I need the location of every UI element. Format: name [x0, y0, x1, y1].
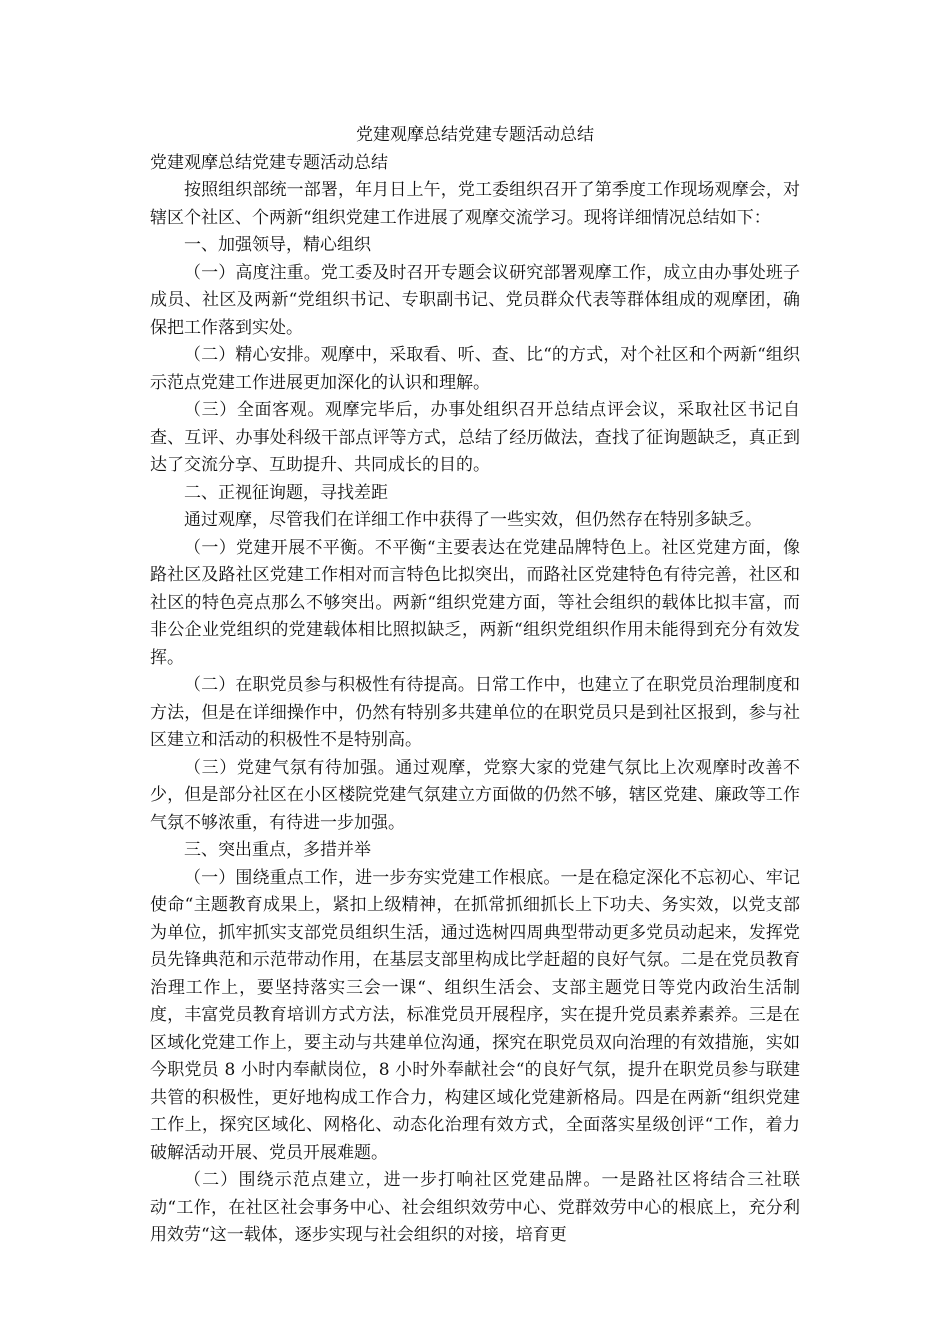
paragraph-1-3: （三）全面客观。观摩完毕后，办事处组织召开总结点评会议，采取社区书记自查、互评、办事处科级干部点评等方式，总结了经历做法，查找了征询题缺乏，真正到达了交流分享、互助提升、共同成长的目的。 — [150, 400, 800, 475]
paragraph-intro: 按照组织部统一部署，年月日上午，党工委组织召开了第季度工作现场观摩会，对辖区个社区、个两新“组织党建工作进展了观摩交流学习。现将详细情况总结如下： — [150, 180, 800, 228]
paragraph-2-1: （一）党建开展不平衡。不平衡“主要表达在党建品牌特色上。社区党建方面，像路社区及路社区党建工作相对而言特色比拟突出，而路社区党建特色有待完善，社区和社区的特色亮点那么不够突出。两新“组织党建方面，等社会组织的载体比拟丰富，而非公企业党组织的党建载体相比照拟缺乏，两新“组织党组织作用未能得到充分有效发挥。 — [150, 537, 800, 668]
paragraph-1-1: （一）高度注重。党工委及时召开专题会议研究部署观摩工作，成立由办事处班子成员、社区及两新“党组织书记、专职副书记、党员群众代表等群体组成的观摩团，确保把工作落到实处。 — [150, 262, 800, 338]
paragraph-2-3: （三）党建气氛有待加强。通过观摩，党察大家的党建气氛比上次观摩时改善不少，但是部分社区在小区楼院党建气氛建立方面做的仍然不够，辖区党建、廉政等工作气氛不够浓重，有待进一步加强。 — [150, 757, 800, 833]
document-subtitle: 党建观摩总结党建专题活动总结 — [150, 152, 388, 173]
paragraph-3-1: （一）围绕重点工作，进一步夯实党建工作根底。一是在稳定深化不忘初心、牢记使命“主题教育成果上，紧扣上级精神，在抓常抓细抓长上下功夫、务实效，以党支部为单位，抓牢抓实支部党员组织生活，通过选树四周典型带动更多党员动起来，发挥党员先锋典范和示范带动作用，在基层支部里构成比学赶超的良好气氛。二是在党员教育治理工作上，要坚持落实三会一课“、组织生活会、支部主题党日等党内政治生活制度，丰富党员教育培训方式方法，标准党员开展程序，实在提升党员素养素养。三是在区域化党建工作上，要主动与共建单位沟通，探究在职党员双向治理的有效措施，实如今职党员 8 小时内奉献岗位，8 小时外奉献社会“的良好气氛，提升在职党员参与联建共管的积极性，更好地构成工作合力，构建区域化党建新格局。四是在两新“组织党建工作上，探究区域化、网格化、动态化治理有效方式，全面落实星级创评“工作，着力破解活动开展、党员开展难题。 — [150, 867, 800, 1163]
section-heading-3: 三、突出重点，多措并举 — [184, 840, 371, 860]
paragraph-2-2: （二）在职党员参与积极性有待提高。日常工作中，也建立了在职党员治理制度和方法，但是在详细操作中，仍然有特别多共建单位的在职党员只是到社区报到，参与社区建立和活动的积极性不是特别高。 — [150, 675, 800, 750]
paragraph-1-2: （二）精心安排。观摩中，采取看、听、查、比“的方式，对个社区和个两新“组织示范点党建工作进展更加深化的认识和理解。 — [150, 345, 800, 393]
section-heading-2: 二、正视征询题，寻找差距 — [184, 482, 388, 503]
paragraph-2-intro: 通过观摩，尽管我们在详细工作中获得了一些实效，但仍然存在特别多缺乏。 — [184, 510, 762, 530]
section-heading-1: 一、加强领导，精心组织 — [184, 235, 371, 255]
document-body — [150, 122, 800, 1250]
paragraph-3-2: （二）围绕示范点建立，进一步打响社区党建品牌。一是路社区将结合三社联动“工作，在社区社会事务中心、社会组织效劳中心、党群效劳中心的根底上，充分利用效劳“这一载体，逐步实现与社会组织的对接，培育更 — [150, 1170, 800, 1245]
document-title: 党建观摩总结党建专题活动总结 — [356, 125, 594, 145]
